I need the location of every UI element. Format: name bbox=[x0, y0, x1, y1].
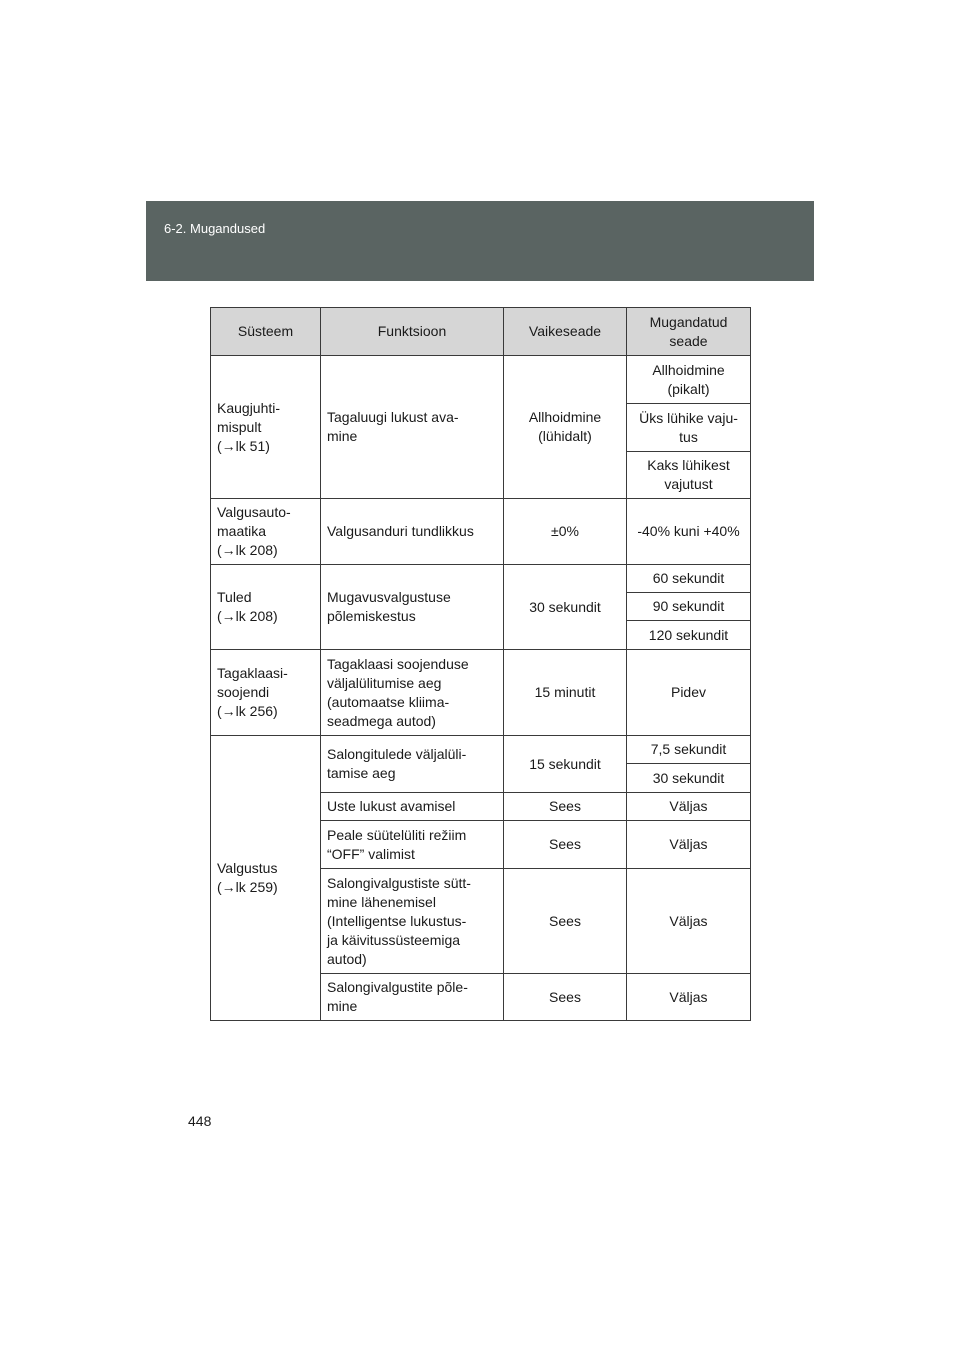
table-row bbox=[211, 499, 751, 565]
function-cell: Mugavusvalgustuse põlemiskestus bbox=[321, 565, 504, 650]
default-cell: Sees bbox=[504, 793, 627, 821]
function-cell: Tagaklaasi soojenduse väljalülitumise aeg (automaatse kliima- seadmega autod) bbox=[321, 650, 504, 736]
default-cell: Allhoidmine (lühidalt) bbox=[504, 356, 627, 499]
system-cell: Tagaklaasi- soojendi (→lk 256) bbox=[211, 650, 321, 736]
system-cell: Valgusauto- maatika (→lk 208) bbox=[211, 499, 321, 565]
default-cell: Sees bbox=[504, 869, 627, 974]
function-cell: Peale süütelüliti režiim “OFF” valimist bbox=[321, 821, 504, 869]
default-cell: 15 minutit bbox=[504, 650, 627, 736]
default-cell: ±0% bbox=[504, 499, 627, 565]
option-cell: Väljas bbox=[627, 974, 751, 1021]
function-cell: Uste lukust avamisel bbox=[321, 793, 504, 821]
function-cell: Salongivalgustite põle- mine bbox=[321, 974, 504, 1021]
option-cell: Väljas bbox=[627, 869, 751, 974]
system-cell: Tuled (→lk 208) bbox=[211, 565, 321, 650]
option-cell: 120 sekundit bbox=[627, 621, 751, 650]
column-header-custom: Mugandatud seade bbox=[627, 308, 751, 356]
function-cell: Valgusanduri tundlikkus bbox=[321, 499, 504, 565]
column-header-function: Funktsioon bbox=[321, 308, 504, 356]
column-header-system: Süsteem bbox=[211, 308, 321, 356]
option-cell: 90 sekundit bbox=[627, 593, 751, 621]
table-row bbox=[211, 565, 751, 593]
option-cell: 30 sekundit bbox=[627, 764, 751, 793]
page-number: 448 bbox=[188, 1113, 212, 1129]
option-cell: -40% kuni +40% bbox=[627, 499, 751, 565]
option-cell: 60 sekundit bbox=[627, 565, 751, 593]
option-cell: Pidev bbox=[627, 650, 751, 736]
option-cell: Väljas bbox=[627, 793, 751, 821]
option-cell: Kaks lühikest vajutust bbox=[627, 452, 751, 499]
table-row bbox=[211, 736, 751, 764]
function-cell: Salongitulede väljalüli- tamise aeg bbox=[321, 736, 504, 793]
table-header-row bbox=[211, 308, 751, 356]
default-cell: 30 sekundit bbox=[504, 565, 627, 650]
option-cell: Üks lühike vaju- tus bbox=[627, 404, 751, 452]
function-cell: Salongivalgustiste sütt- mine lähenemisel (Intelligentse lukustus- ja käivitussüsteemiga autod) bbox=[321, 869, 504, 974]
table-row bbox=[211, 356, 751, 404]
default-cell: Sees bbox=[504, 821, 627, 869]
section-title: 6-2. Mugandused bbox=[164, 221, 266, 236]
customization-table bbox=[210, 307, 751, 1021]
system-cell: Valgustus (→lk 259) bbox=[211, 736, 321, 1021]
option-cell: 7,5 sekundit bbox=[627, 736, 751, 764]
system-cell: Kaugjuhti- mispult (→lk 51) bbox=[211, 356, 321, 499]
default-cell: Sees bbox=[504, 974, 627, 1021]
section-header-bar bbox=[146, 201, 814, 281]
function-cell: Tagaluugi lukust ava- mine bbox=[321, 356, 504, 499]
column-header-default: Vaikeseade bbox=[504, 308, 627, 356]
option-cell: Allhoidmine (pikalt) bbox=[627, 356, 751, 404]
default-cell: 15 sekundit bbox=[504, 736, 627, 793]
option-cell: Väljas bbox=[627, 821, 751, 869]
table-row bbox=[211, 650, 751, 736]
